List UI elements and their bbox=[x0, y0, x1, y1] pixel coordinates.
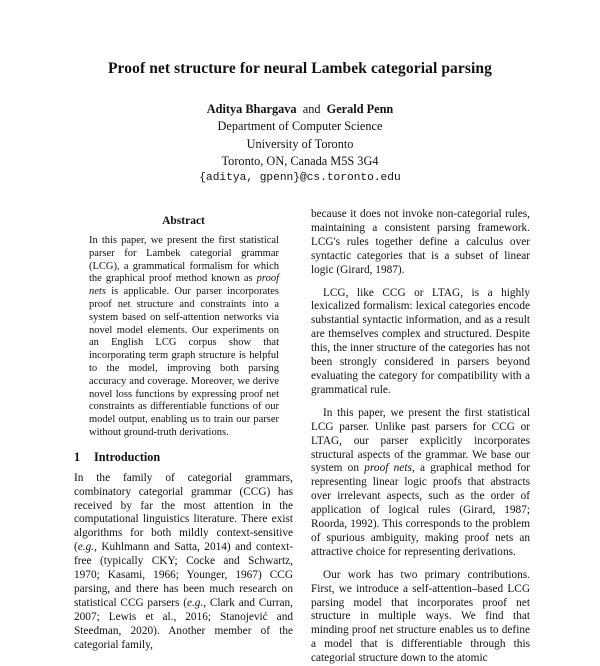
intro-text-part: In the family of categorial grammars, combinatory categorial grammar (CCG) has received by far the most attention in the computational linguistics literature. There exist algorithms for both mildly context-sensitive ( bbox=[74, 471, 293, 554]
paper-title: Proof net structure for neural Lambek categorial parsing bbox=[107, 60, 492, 77]
section-title: Introduction bbox=[94, 449, 161, 464]
right-column bbox=[311, 208, 530, 666]
abstract-text-part: In this paper, we present the first statistical parser for Lambek categorial grammar (LCG), a grammatical formalism for which the graphical proof method known as bbox=[89, 235, 279, 285]
author-email: {aditya, gpenn}@cs.toronto.edu bbox=[199, 172, 401, 185]
continued-paragraph: because it does not invoke non-categorial rules, maintaining a consistent parsing framework. LCG's rules together define a calculus over syntactic categories that is a subset of linear logic (Girard, 1987). bbox=[311, 208, 530, 276]
body-italic-term: proof nets bbox=[364, 462, 412, 475]
author-name: Gerald Penn bbox=[326, 102, 394, 116]
abstract-text bbox=[89, 235, 279, 440]
body-text-part: , a graphical method for representing linear logic proofs that abstracts over irrelevant aspects, such as the order of application of logical rules (Girard, 1987; Roorda, 1992). This corresponds to the problem of spurious ambiguity, making proof nets an attractive choice for representing derivations. bbox=[311, 462, 530, 558]
intro-italic: e.g. bbox=[77, 541, 95, 554]
body-paragraph bbox=[311, 407, 530, 560]
intro-italic: e.g. bbox=[186, 596, 204, 609]
abstract-heading: Abstract bbox=[162, 215, 205, 227]
abstract-text-part: is applicable. Our parser incorporates proof net structure and constraints into a system based on self-attention networks via novel model elements. Our experiments on an English LCG corpus show that incorporating term graph structure is helpful to the model, improving both parsing accuracy and coverage. Moreover, we derive novel loss functions by expressing proof net constraints as differentiable functions of our model output, enabling us to train our parser without ground-truth derivations. bbox=[89, 286, 279, 438]
author-address: Toronto, ON, Canada M5S 3G4 bbox=[221, 153, 379, 168]
intro-text-part: , Kuhlmann and Satta, 2014) and context-free (typically CKY; Cocke and Schwartz, 1970; Kasami, 1966; Younger, 1967) CCG parsing, and there has been much research on statistical CCG parsers ( bbox=[74, 541, 293, 609]
author-department: Department of Computer Science bbox=[217, 119, 383, 134]
section-heading-introduction bbox=[74, 450, 293, 465]
body-paragraph: Our work has two primary contributions. First, we introduce a self-attention–based LCG parsing model that incorporates proof net structure in multiple ways. We find that minding proof net structure enables us to define a model that is differentiable through this categorial structure down to the atomic bbox=[311, 568, 530, 665]
author-name: Aditya Bhargava bbox=[206, 102, 297, 116]
intro-paragraph bbox=[74, 472, 293, 653]
abstract-italic-term: proof nets bbox=[89, 273, 279, 298]
left-column bbox=[74, 215, 293, 653]
body-paragraph: LCG, like CCG or LTAG, is a highly lexicalized formalism: lexical categories encode substantial syntactic information, and as a result are themselves complex and structured. Despite this, the inner structure of the categories has not been strongly considered in parsers beyond evaluating the category for compatibility with a grammatical rule. bbox=[311, 286, 530, 396]
body-text-part: In this paper, we present the first statistical LCG parser. Unlike past parsers for CCG or LTAG, our parser explicitly incorporates structural aspects of the grammar. We base our system on bbox=[311, 406, 530, 475]
section-number: 1 bbox=[74, 449, 81, 464]
intro-text-part: , Clark and Curran, 2007; Lewis et al., 2016; Stanojević and Steedman, 2020). Another member of the categorial family, bbox=[74, 596, 293, 651]
author-names bbox=[0, 101, 600, 118]
author-block bbox=[0, 101, 600, 187]
author-conjunction: and bbox=[302, 102, 321, 116]
author-university: University of Toronto bbox=[246, 136, 354, 151]
